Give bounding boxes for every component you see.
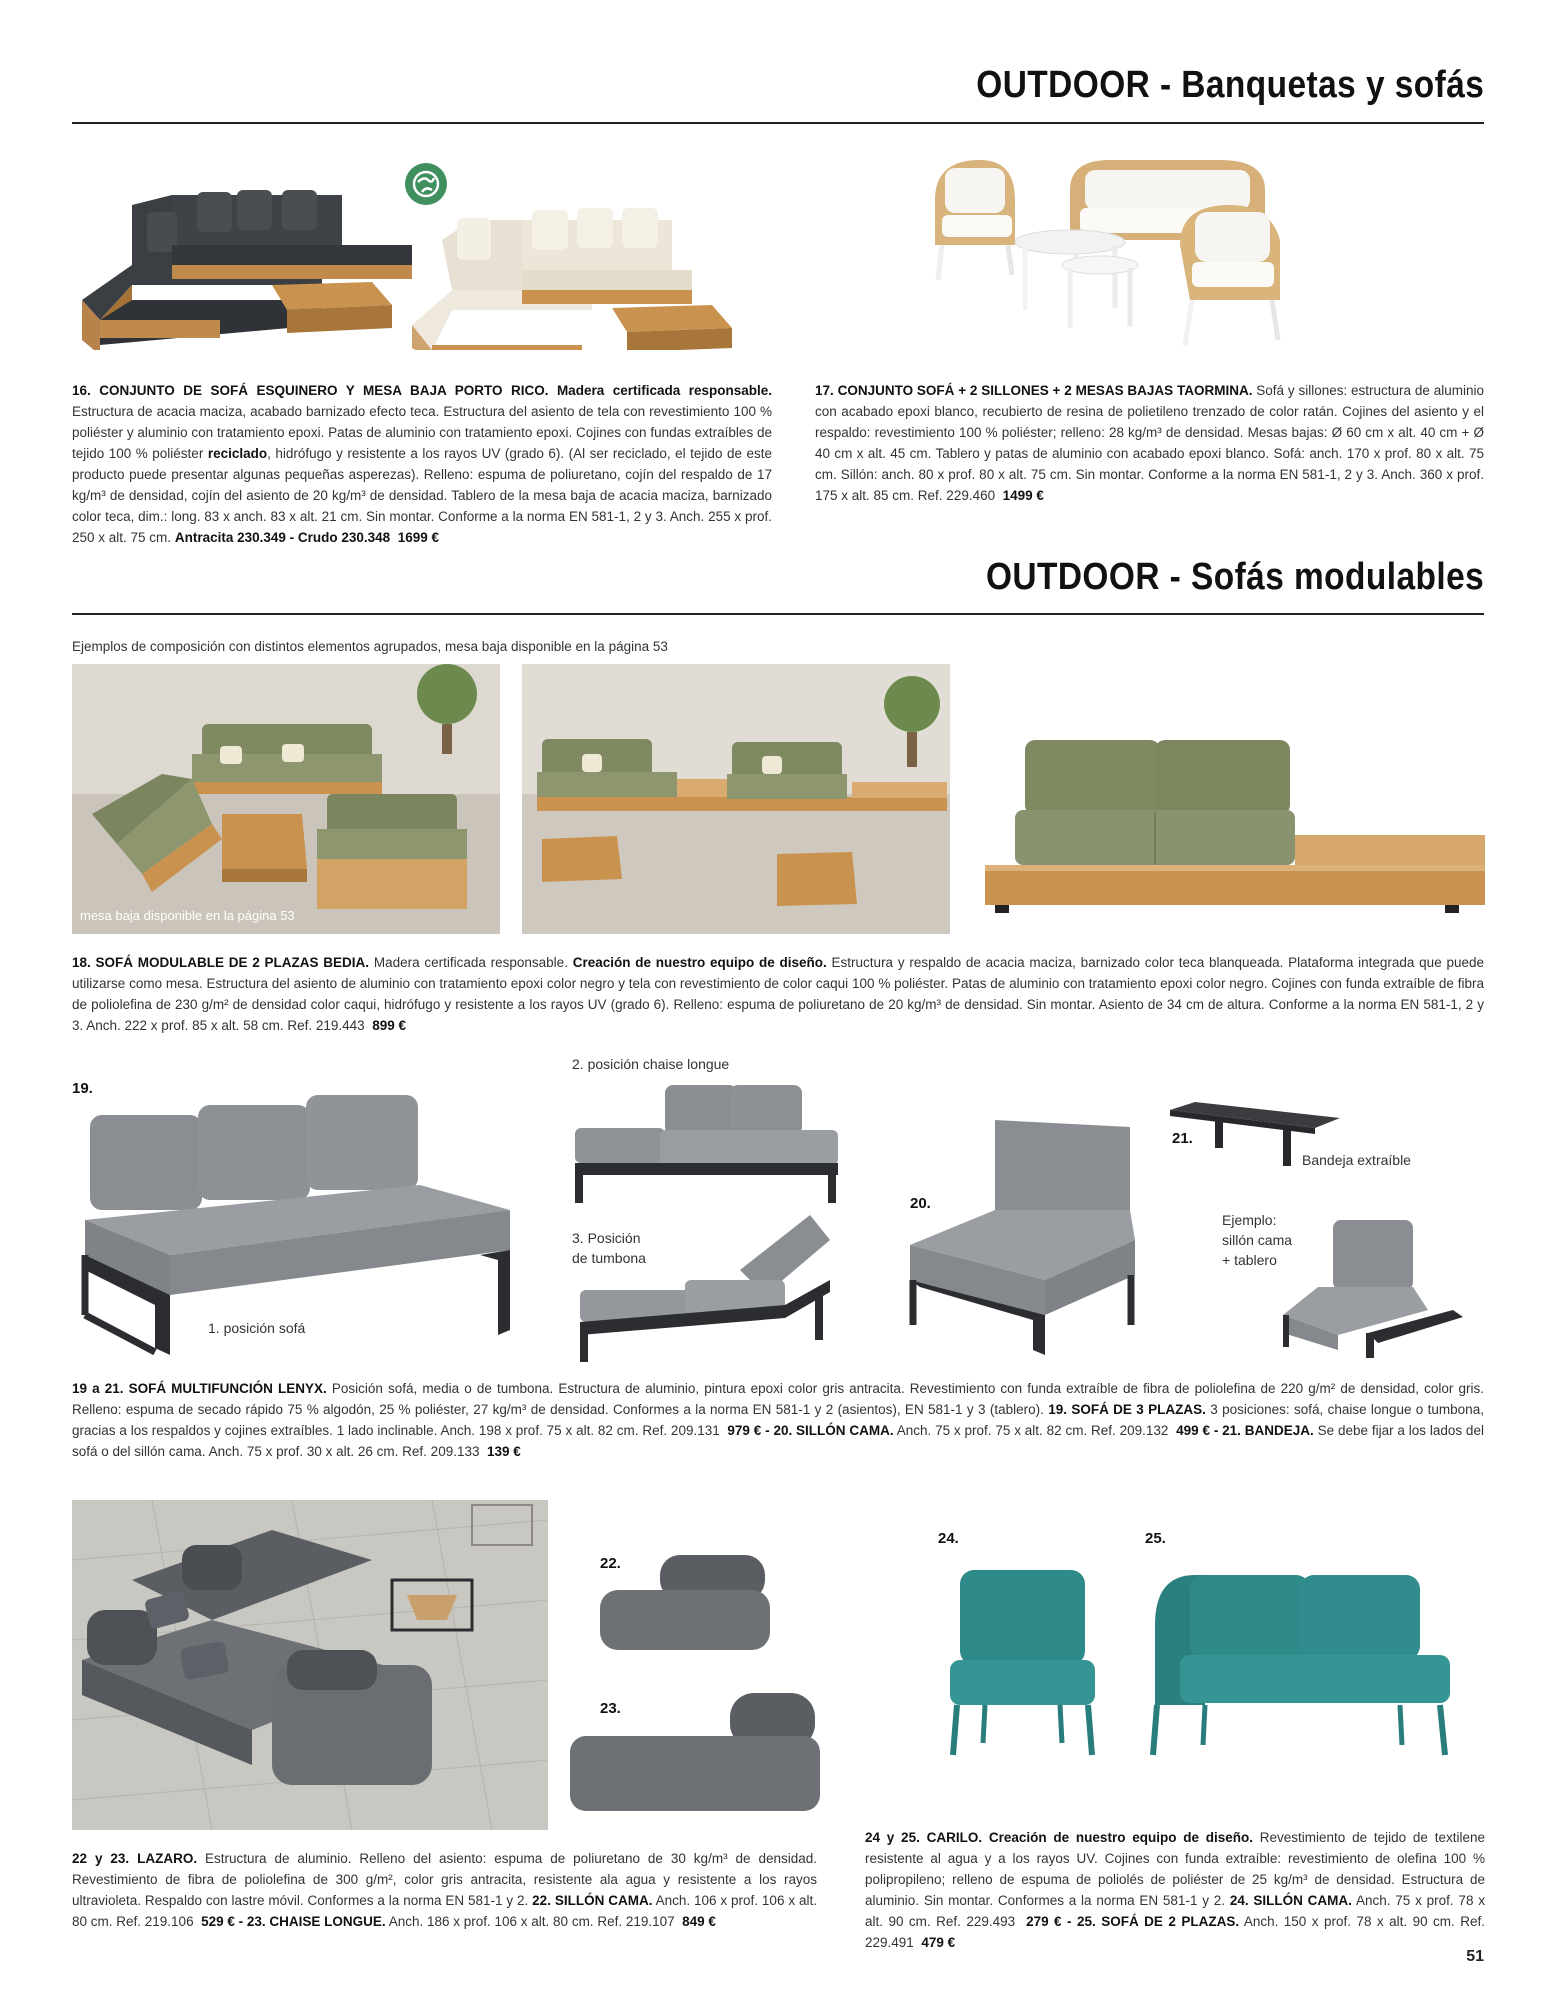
lenyx-sub20: - 20. SILLÓN CAMA. (765, 1423, 894, 1438)
label-25: 25. (1145, 1530, 1166, 1547)
leaf-globe-icon (404, 162, 448, 206)
carilo-sub24: 24. SILLÓN CAMA. (1229, 1893, 1352, 1908)
product-18-body: Estructura y respaldo de acacia maciza, barnizado color teca blanqueada. Plataforma integrada que puede utilizarse como mesa. Estructura del asiento de aluminio con tratamiento epoxi color negro y tela con revestimiento de color caqui 100 % poliéster. Patas de aluminio con tratamiento epoxi color negro. Cojines con funda extraíble de fibra de poliolefina de 230 g/m² de densidad color caqui, hidrófugo y resistente a los rayos UV (grado 6). Relleno: espuma de poliuretano de 20 kg/m³ de densidad. Sin montar. Asiento de 34 cm de altura. Conforme a la norma EN 581-1, 2 y 3. Anch. 222 x prof. 85 x alt. 58 cm. Ref. 219.443 (72, 955, 1484, 1033)
carilo-sub25: - 25. SOFÁ DE 2 PLAZAS. (1067, 1914, 1240, 1929)
product-16-lead: 16. CONJUNTO DE SOFÁ ESQUINERO Y MESA BAJA PORTO RICO. Madera certificada responsable. (72, 383, 772, 398)
carilo-body: Revestimiento de tejido de textilene resistente al agua y a los rayos UV. Cojines con funda extraíble: revestimiento de olefina 100 % polipropileno; relleno de espuma de poliolés de poliéster de 25 kg/m³ de densidad. Estructura de aluminio. Sin montar. Conformes a la norma EN 581-1 y 2. (865, 1830, 1485, 1908)
product-16-price: 1699 € (397, 530, 439, 545)
lazaro-price22: 529 € (201, 1914, 235, 1929)
label-pos2: 2. posición chaise longue (572, 1056, 730, 1072)
tray-label: Bandeja extraíble (1302, 1152, 1411, 1168)
carilo-lead: 24 y 25. CARILO. (865, 1830, 983, 1845)
carilo-body24: Anch. 75 x prof. 78 x alt. 90 cm. Ref. 229.493 (865, 1893, 1485, 1929)
product-18-lead: 18. SOFÁ MODULABLE DE 2 PLAZAS BEDIA. (72, 955, 370, 970)
product-17-lead: 17. CONJUNTO SOFÁ + 2 SILLONES + 2 MESAS BAJAS TAORMINA. (815, 383, 1253, 398)
lenyx-sofa-image (80, 1090, 520, 1360)
title-rule (72, 122, 1484, 124)
label-19: 19. (72, 1080, 93, 1097)
lenyx-price21: 139 € (487, 1444, 521, 1459)
label-pos3-line2: de tumbona (572, 1250, 646, 1266)
product-18-description (72, 952, 1484, 1036)
label-pos3-line1: 3. Posición (572, 1230, 641, 1246)
label-23: 23. (600, 1700, 621, 1717)
product-17-body: Sofá y sillones: estructura de aluminio con acabado epoxi blanco, recubierto de resina de polietileno trenzado de color ratán. Cojines del asiento y el respaldo: revestimiento 100 % poliéster; relleno: 28 kg/m³ de densidad. Mesas bajas: Ø 60 cm x alt. 40 cm + Ø 40 cm x alt. 45 cm. Tablero y patas de aluminio con acabado epoxi blanco. Sofá: anch. 170 x prof. 80 x alt. 75 cm. Sillón: anch. 80 x prof. 80 x alt. 75 cm. Sin montar. Conforme a la norma EN 581-1, 2 y 3. Anch. 360 x prof. 175 x alt. 85 cm. Ref. 229.460 (815, 383, 1484, 503)
lenyx-price19: 979 € (727, 1423, 762, 1438)
carilo-25-image (1145, 1565, 1455, 1760)
bedia-product-image (985, 730, 1495, 930)
product-18-design: Creación de nuestro equipo de diseño. (572, 955, 827, 970)
lazaro-description (72, 1848, 817, 1932)
lazaro-22-image (595, 1550, 775, 1660)
label-pos1: 1. posición sofá (208, 1320, 306, 1336)
product-17-image (920, 150, 1400, 360)
lenyx-sub19: 19. SOFÁ DE 3 PLAZAS. (1048, 1402, 1206, 1417)
lenyx-body: Posición sofá, media o de tumbona. Estructura de aluminio, pintura epoxi color gris antracita. Revestimiento con funda extraíble de fibra de poliolefina de 220 g/m² de densidad, color gris. Relleno: espuma de secado rápido 75 % algodón, 25 % poliéster, 27 kg/m³ de densidad. Conformes a la norma EN 581-1 y 2 (asientos), EN 581-1 y 3 (tablero). (72, 1381, 1484, 1417)
lazaro-23-image (565, 1688, 825, 1823)
photo-caption: mesa baja disponible en la página 53 (80, 908, 295, 923)
lazaro-lead: 22 y 23. LAZARO. (72, 1851, 198, 1866)
lenyx-body19: 3 posiciones: sofá, chaise longue o tumbona, gracias a los respaldos y cojines extraíbles. 1 lado inclinable. Anch. 198 x prof. 75 x alt. 82 cm. Ref. 209.131 (72, 1402, 1484, 1438)
label-21: 21. (1172, 1130, 1193, 1147)
lazaro-body23: Anch. 186 x prof. 106 x alt. 80 cm. Ref. 219.107 (388, 1914, 675, 1929)
lenyx-body21: Se debe fijar a los lados del sofá o del sillón cama. Anch. 75 x prof. 30 x alt. 26 cm. Ref. 209.133 (72, 1423, 1484, 1459)
product-16-body-cont: , hidrófugo y resistente a los rayos UV (grado 6). (Al ser reciclado, el tejido de este producto puede presentar algunas pequeñas asperezas). Relleno: espuma de poliuretano, cojín del respaldo de 17 kg/m³ de densidad, cojín del asiento de 20 kg/m³ de densidad. Tablero de la mesa baja de acacia maciza, barnizado color teca, dim.: long. 83 x anch. 83 x alt. 21 cm. Sin montar. Conforme a la norma EN 581-1, 2 y 3. Anch. 255 x prof. 250 x alt. 75 cm. (72, 446, 772, 545)
lenyx-body20: Anch. 75 x prof. 75 x alt. 82 cm. Ref. 209.132 (896, 1423, 1169, 1438)
eco-badge (404, 162, 448, 206)
carilo-design: Creación de nuestro equipo de diseño. (988, 1830, 1253, 1845)
label-20: 20. (910, 1195, 931, 1212)
section-title-banquetas: OUTDOOR - Banquetas y sofás (976, 64, 1484, 106)
product-18-cert: Madera certificada responsable. (373, 955, 568, 970)
lenyx-lounger-image (575, 1210, 835, 1365)
lazaro-photo (72, 1500, 548, 1830)
lazaro-body: Estructura de aluminio. Relleno del asiento: espuma de poliuretano de 30 kg/m³ de densidad. Revestimiento de fibra de poliolefina de 300 g/m², color gris antracita, resistente ala agua y resistente a los rayos ultravioleta. Respaldo con lastre móvil. Conformes a la norma EN 581-1 y 2. (72, 1851, 817, 1908)
product-16-body: Estructura de acacia maciza, acabado barnizado efecto teca. Estructura del asiento de tela con revestimiento 100 % poliéster y aluminio con tratamiento epoxi. Patas de aluminio con tratamiento epoxi. Cojines con fundas extraíbles de tejido 100 % poliéster (72, 404, 772, 461)
example-line3: + tablero (1222, 1252, 1277, 1268)
product-18-price: 899 € (372, 1018, 406, 1033)
carilo-price25: 479 € (921, 1935, 956, 1950)
lenyx-chaise-image (570, 1080, 840, 1205)
bedia-photo-2 (522, 664, 950, 934)
section-title-modulables: OUTDOOR - Sofás modulables (985, 556, 1484, 598)
product-16-recycled: reciclado (207, 446, 268, 461)
lenyx-description (72, 1378, 1484, 1462)
example-line1: Ejemplo: (1222, 1212, 1277, 1228)
carilo-body25: Anch. 150 x prof. 78 x alt. 90 cm. Ref. 229.491 (865, 1914, 1485, 1950)
lazaro-sub22: 22. SILLÓN CAMA. (532, 1893, 653, 1908)
lazaro-sub23: - 23. CHAISE LONGUE. (238, 1914, 386, 1929)
carilo-price24: 279 € (1026, 1914, 1062, 1929)
composition-note: Ejemplos de composición con distintos elementos agrupados, mesa baja disponible en la página 53 (72, 639, 668, 654)
lenyx-price20: 499 € (1176, 1423, 1210, 1438)
lenyx-bedchair-image (905, 1115, 1145, 1360)
product-17-price: 1499 € (1002, 488, 1044, 503)
page-number: 51 (1466, 1948, 1484, 1965)
lenyx-lead: 19 a 21. SOFÁ MULTIFUNCIÓN LENYX. (72, 1381, 327, 1396)
carilo-description (865, 1827, 1485, 1953)
label-22: 22. (600, 1555, 621, 1572)
bedia-photo-1 (72, 664, 500, 934)
lenyx-sub21: - 21. BANDEJA. (1213, 1423, 1314, 1438)
product-17-description (815, 380, 1484, 506)
title-rule-2 (72, 613, 1484, 615)
label-24: 24. (938, 1530, 959, 1547)
product-16-description (72, 380, 772, 548)
carilo-24-image (945, 1565, 1100, 1760)
lazaro-price23: 849 € (682, 1914, 716, 1929)
lazaro-body22: Anch. 106 x prof. 106 x alt. 80 cm. Ref. 219.106 (72, 1893, 817, 1929)
example-line2: sillón cama (1222, 1232, 1293, 1248)
product-16-refs: Antracita 230.349 - Crudo 230.348 (174, 530, 391, 545)
lenyx-example-image (1278, 1215, 1463, 1360)
